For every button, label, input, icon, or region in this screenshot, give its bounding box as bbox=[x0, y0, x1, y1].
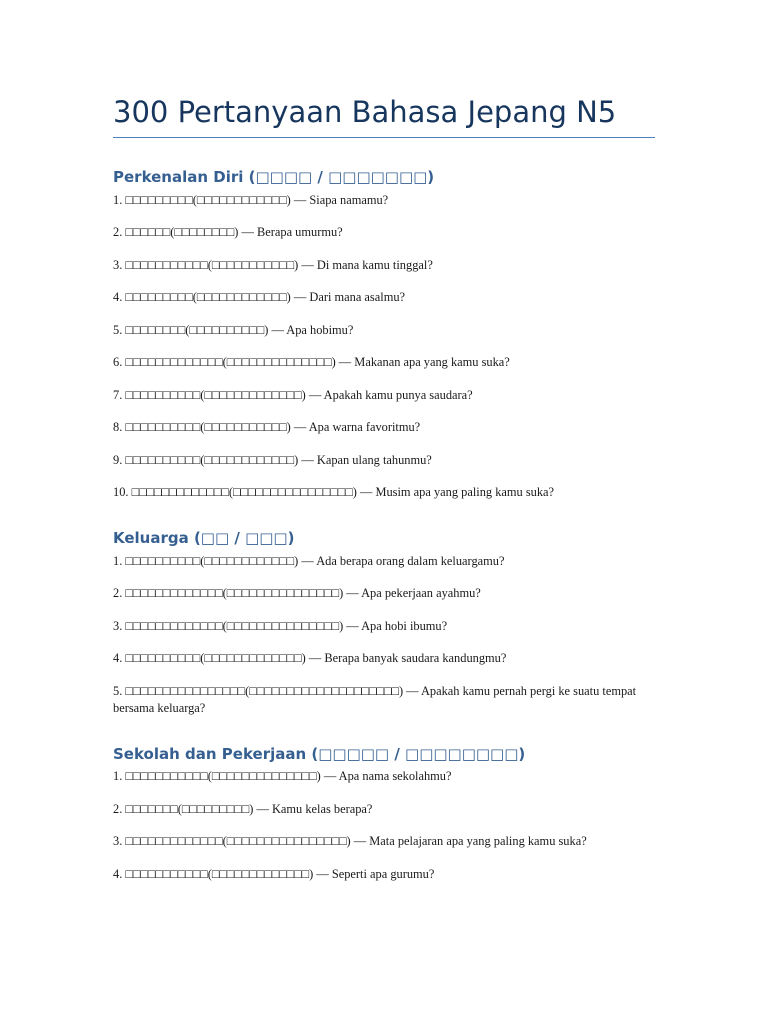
question-item: 3. □□□□□□□□□□□□□(□□□□□□□□□□□□□□□□) — Mata pelajaran apa yang paling kamu suka? bbox=[113, 834, 587, 849]
section-sekolah-pekerjaan bbox=[113, 745, 655, 883]
question-list bbox=[113, 768, 655, 883]
question-item: 2. □□□□□□□(□□□□□□□□□) — Kamu kelas berapa? bbox=[113, 801, 373, 816]
question-item: 8. □□□□□□□□□□(□□□□□□□□□□□) — Apa warna favoritmu? bbox=[113, 420, 421, 435]
question-item: 5. □□□□□□□□(□□□□□□□□□□) — Apa hobimu? bbox=[113, 322, 354, 337]
question-item: 7. □□□□□□□□□□(□□□□□□□□□□□□□) — Apakah kamu punya saudara? bbox=[113, 387, 473, 402]
section-heading: Perkenalan Diri (□□□□ / □□□□□□□) bbox=[113, 168, 435, 187]
question-item: 1. □□□□□□□□□□(□□□□□□□□□□□□) — Ada berapa orang dalam keluargamu? bbox=[113, 553, 505, 568]
question-item: 4. □□□□□□□□□□□(□□□□□□□□□□□□□) — Seperti apa gurumu? bbox=[113, 866, 435, 881]
section-keluarga bbox=[113, 529, 655, 717]
section-heading: Sekolah dan Pekerjaan (□□□□□ / □□□□□□□□) bbox=[113, 744, 526, 763]
question-item: 10. □□□□□□□□□□□□□(□□□□□□□□□□□□□□□□) — Musim apa yang paling kamu suka? bbox=[113, 485, 555, 500]
question-item: 2. □□□□□□□□□□□□□(□□□□□□□□□□□□□□□) — Apa pekerjaan ayahmu? bbox=[113, 586, 481, 601]
question-item: 2. □□□□□□(□□□□□□□□) — Berapa umurmu? bbox=[113, 225, 343, 240]
question-item: 3. □□□□□□□□□□□(□□□□□□□□□□□) — Di mana kamu tinggal? bbox=[113, 257, 433, 272]
section-perkenalan-diri bbox=[113, 168, 655, 501]
question-item: 4. □□□□□□□□□(□□□□□□□□□□□□) — Dari mana asalmu? bbox=[113, 290, 406, 305]
question-list bbox=[113, 192, 655, 502]
question-item: 1. □□□□□□□□□(□□□□□□□□□□□□) — Siapa namamu? bbox=[113, 192, 389, 207]
question-item: 4. □□□□□□□□□□(□□□□□□□□□□□□□) — Berapa banyak saudara kandungmu? bbox=[113, 651, 507, 666]
question-item: 9. □□□□□□□□□□(□□□□□□□□□□□□) — Kapan ulang tahunmu? bbox=[113, 452, 432, 467]
question-item: 1. □□□□□□□□□□□(□□□□□□□□□□□□□□) — Apa nama sekolahmu? bbox=[113, 769, 452, 784]
question-item: 6. □□□□□□□□□□□□□(□□□□□□□□□□□□□□) — Makanan apa yang kamu suka? bbox=[113, 355, 510, 370]
document-title: 300 Pertanyaan Bahasa Jepang N5 bbox=[113, 96, 655, 138]
question-list bbox=[113, 553, 655, 717]
section-heading: Keluarga (□□ / □□□) bbox=[113, 529, 295, 548]
question-item: 5. □□□□□□□□□□□□□□□□(□□□□□□□□□□□□□□□□□□□□) — Apakah kamu pernah pergi ke suatu tempat bersama keluarga? bbox=[113, 683, 637, 715]
question-item: 3. □□□□□□□□□□□□□(□□□□□□□□□□□□□□□) — Apa hobi ibumu? bbox=[113, 618, 448, 633]
